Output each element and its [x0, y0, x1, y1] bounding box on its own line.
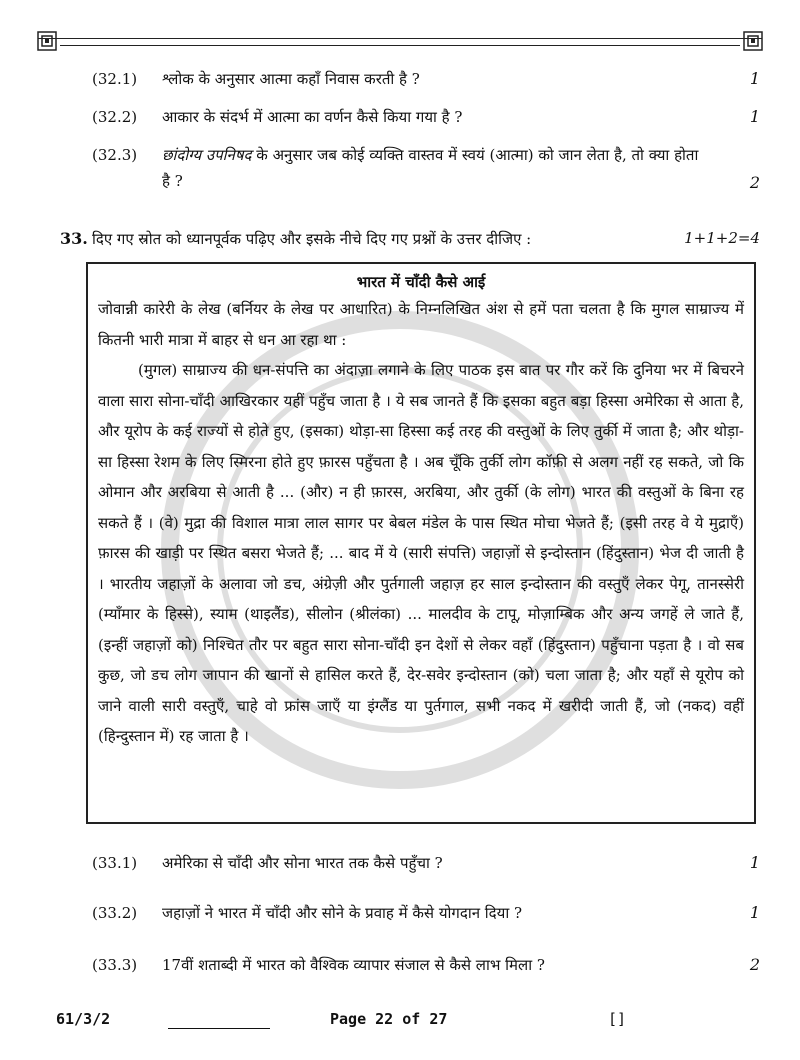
- question-marks: 1: [749, 903, 760, 922]
- question-number: (33.3): [92, 956, 138, 974]
- source-passage-box: [86, 262, 756, 824]
- question-text: आकार के संदर्भ में आत्मा का वर्णन कैसे किया गया है ?: [162, 108, 463, 126]
- question-number: (33.1): [92, 854, 138, 872]
- question-text: 17वीं शताब्दी में भारत को वैश्विक व्यापार संजाल से कैसे लाभ मिला ?: [162, 956, 545, 974]
- footer-bracket-box: []: [608, 1010, 627, 1028]
- footer-underline: [168, 1028, 270, 1029]
- question-text-rest: के अनुसार जब कोई व्यक्ति वास्तव में स्वयं (आत्मा) को जान लेता है, तो क्या होता है ?: [162, 146, 699, 190]
- source-intro-paragraph: जोवान्नी कारेरी के लेख (बर्नियर के लेख पर आधारित) के निम्नलिखित अंश से हमें पता चलता है कि मुगल साम्राज्य में कितनी भारी मात्रा में बाहर से धन आ रहा था :: [98, 300, 744, 349]
- question-marks: 1: [749, 853, 760, 872]
- corner-ornament-left-icon: [36, 30, 58, 52]
- source-title: भारत में चाँदी कैसे आई: [356, 273, 486, 291]
- question-marks: 2: [749, 173, 760, 192]
- question-32-3: [92, 142, 760, 198]
- question-marks: 1: [749, 69, 760, 88]
- question-marks: 2: [749, 955, 760, 974]
- question-text: जहाज़ों ने भारत में चाँदी और सोने के प्रवाह में कैसे योगदान दिया ?: [162, 904, 523, 922]
- question-number: (32.1): [92, 70, 138, 88]
- question-text: अमेरिका से चाँदी और सोना भारत तक कैसे पहुँचा ?: [162, 854, 443, 872]
- question-33-number: 33.: [60, 229, 88, 248]
- question-text-emphasis: छांदोग्य उपनिषद: [162, 146, 252, 164]
- top-border-line: [38, 38, 762, 39]
- top-border-inner-line: [60, 45, 740, 46]
- question-33-instruction: दिए गए स्रोत को ध्यानपूर्वक पढ़िए और इसके नीचे दिए गए प्रश्नों के उत्तर दीजिए :: [92, 230, 532, 248]
- question-number: (32.2): [92, 108, 138, 126]
- corner-ornament-right-icon: [742, 30, 764, 52]
- paper-code: 61/3/2: [56, 1010, 111, 1028]
- question-text: श्लोक के अनुसार आत्मा कहाँ निवास करती है ?: [162, 70, 420, 88]
- question-text: [162, 142, 710, 194]
- question-number: (32.3): [92, 146, 138, 164]
- question-marks: 1: [749, 107, 760, 126]
- page-footer: [0, 1010, 800, 1034]
- question-number: (33.2): [92, 904, 138, 922]
- question-33-marks: 1+1+2=4: [684, 229, 760, 247]
- page-number: Page 22 of 27: [330, 1010, 448, 1028]
- source-body-paragraph: (मुगल) साम्राज्य की धन-संपत्ति का अंदाज़ा लगाने के लिए पाठक इस बात पर गौर करें कि दुनिया भर में बिचरने वाला सारा सोना-चाँदी आखिरकार यहीं पहुँच जाता है । ये सब जानते हैं कि इसका बहुत बड़ा हिस्सा अमेरिका से आता है, और यूरोप के कई राज्यों से होते हुए, (इसका) थोड़ा-सा हिस्सा कई तरह की वस्तुओं के लिए तुर्की में जाता है; और थोड़ा-सा हिस्सा रेशम के लिए स्मिरना होते हुए फ़ारस पहुँचता है । अब चूँकि तुर्की लोग कॉफ़ी से अलग नहीं रह सकते, जो कि ओमान और अरबिया से आती है ... (और) न ही फ़ारस, अरबिया, और तुर्की (के लोग) भारत की वस्तुओं के बिना रह सकते हैं । (वे) मुद्रा की विशाल मात्रा लाल सागर पर बेबल मंडेल के पास स्थित मोचा भेजते हैं; (इसी तरह वे ये मुद्राएँ) फ़ारस की खाड़ी पर स्थित बसरा भेजते हैं; ... बाद में ये (सारी संपत्ति) जहाज़ों से इन्दोस्तान (हिंदुस्तान) भेज दी जाती है । भारतीय जहाज़ों के अलावा जो डच, अंग्रेज़ी और पुर्तगाली जहाज़ हर साल इन्दोस्तान की वस्तुएँ लेकर पेगू, तानस्सेरी (म्याँमार के हिस्से), स्याम (थाइलैंड), सीलोन (श्रीलंका) ... मालदीव के टापू, मोज़ाम्बिक और अन्य जगहें ले जाते हैं, (इन्हीं जहाज़ों को) निश्चित तौर पर बहुत सारा सोना-चाँदी इन देशों से लेकर वहाँ (हिंदुस्तान) पहुँचाना पड़ता है । वो सब कुछ, जो डच लोग जापान की खानों से हासिल करते हैं, देर-सवेर इन्दोस्तान (को) चला जाता है; और यहाँ से यूरोप को जाने वाली सारी वस्तुएँ, चाहे वो फ्रांस जाएँ या इंग्लैंड या पुर्तगाल, सभी नकद में खरीदी जाती हैं, जो (नकद) वहीं (हिन्दुस्तान में) रह जाता है ।: [98, 361, 744, 745]
